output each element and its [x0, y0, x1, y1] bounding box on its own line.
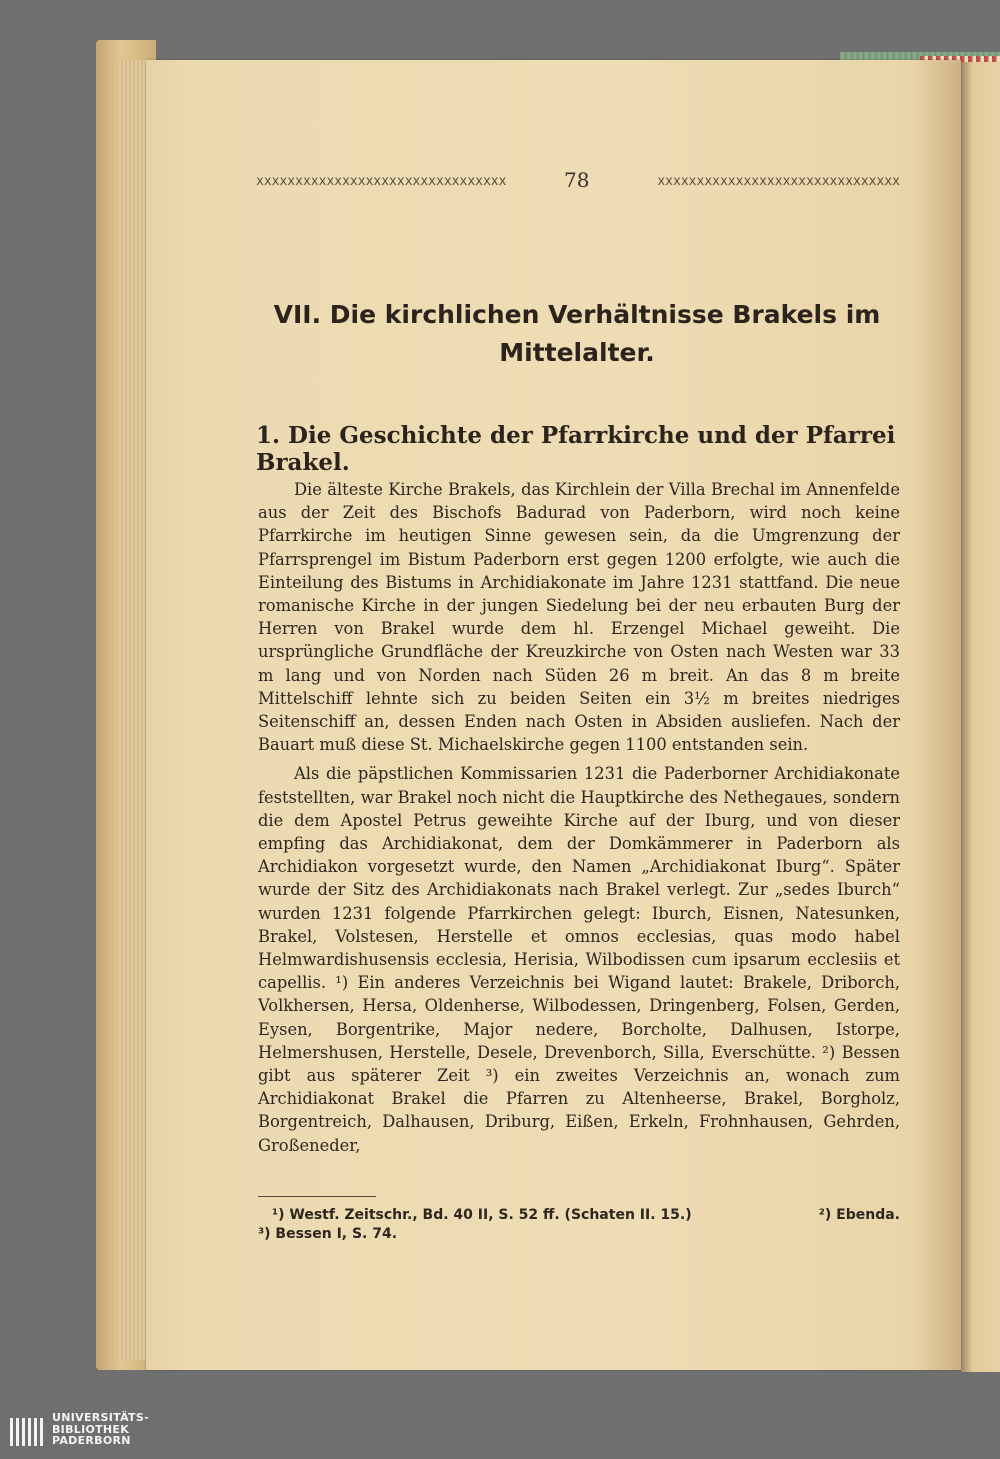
page-stack: [118, 60, 146, 1360]
footnotes: [258, 1206, 900, 1244]
paragraph: Als die päpstlichen Kommissarien 1231 die Paderborner Archidiakonate feststellten, war Brakel noch nicht die Hauptkirche des Nethegaues, sondern die dem Apostel Petrus geweihte Kirche auf der Iburg, und von dieser empfing das Archidiakonat, dem der Domkämmerer in Paderborn als Archidiakon vorgesetzt wurde, den Namen „Archidiakonat Iburg“. Später wurde der Sitz des Archidiakonats nach Brakel verlegt. Zur „sedes Iburch“ wurden 1231 folgende Pfarrkirchen gelegt: Iburch, Eisnen, Natesunken, Brakel, Volstesen, Herstelle et omnos ecclesias, quas modo habel Helmwardishusensis ecclesia, Herisia, Wilbodissen cum ipsarum ecclesiis et capellis. ¹) Ein anderes Verzeichnis bei Wigand lautet: Brakele, Driborch, Volkhersen, Hersa, Oldenherse, Wilbodessen, Dringenberg, Folsen, Gerden, Eysen, Borgentrike, Major nedere, Borcholte, Dalhusen, Istorpe, Helmershusen, Herstelle, Desele, Drevenborch, Silla, Everschütte. ²) Bessen gibt aus späterer Zeit ³) ein zweites Verzeichnis an, wonach zum Archidiakonat Brakel die Pfarren zu Altenheerse, Brakel, Borgholz, Borgentreich, Dalhausen, Driburg, Eißen, Erkeln, Frohnhausen, Gehrden, Großeneder,: [258, 764, 900, 1155]
library-logo-icon: [10, 1416, 44, 1448]
footnote-2: ²) Ebenda.: [818, 1207, 900, 1223]
body-text: [258, 478, 900, 1157]
footnote-3: ³) Bessen I, S. 74.: [258, 1226, 398, 1242]
chapter-title: [252, 296, 902, 372]
footnote-line: [258, 1206, 900, 1225]
chapter-title-line2: Mittelalter.: [499, 338, 655, 367]
chapter-title-line1: VII. Die kirchlichen Verhältnisse Brakels im: [273, 300, 881, 329]
header-ornament-right: xxxxxxxxxxxxxxxxxxxxxxxxxxxxxxx: [657, 174, 900, 189]
section-title: 1. Die Geschichte der Pfarrkirche und der Pfarrei Brakel.: [256, 422, 896, 476]
footnote-1: ¹) Westf. Zeitschr., Bd. 40 II, S. 52 ff. (Schaten II. 15.): [272, 1207, 692, 1223]
paragraph: Die älteste Kirche Brakels, das Kirchlein der Villa Brechal im Annenfelde aus der Zeit des Bischofs Badurad von Paderborn, wird noch keine Pfarrkirche im heutigen Sinne gewesen sein, da die Umgrenzung der Pfarrsprengel im Bistum Paderborn erst gegen 1200 erfolgte, wie auch die Einteilung des Bistums in Archidiakonate im Jahre 1231 stattfand. Die neue romanische Kirche in der jungen Siedelung bei der neu erbauten Burg der Herren von Brakel wurde dem hl. Erzengel Michael geweiht. Die ursprüngliche Grundfläche der Kreuzkirche von Osten nach Westen war 33 m lang und von Norden nach Süden 26 m breit. An das 8 m breite Mittelschiff lehnte sich zu beiden Seiten ein 3½ m breites niedriges Seitenschiff an, dessen Enden nach Osten in Absiden ausliefen. Nach der Bauart muß diese St. Michaelskirche gegen 1100 entstanden sein.: [258, 480, 900, 755]
page-header: [256, 168, 900, 194]
page-number: 78: [564, 168, 590, 192]
header-ornament-left: xxxxxxxxxxxxxxxxxxxxxxxxxxxxxxxx: [256, 174, 507, 189]
footnote-rule: [258, 1196, 376, 1197]
logo-line-3: PADERBORN: [52, 1434, 131, 1447]
logo-line-2: BIBLIOTHEK: [52, 1422, 130, 1436]
footer-bar: [0, 1410, 1000, 1459]
facing-page-edge: [961, 62, 1000, 1372]
library-logo-text: [52, 1412, 149, 1447]
logo-line-1: UNIVERSITÄTS-: [52, 1411, 149, 1424]
